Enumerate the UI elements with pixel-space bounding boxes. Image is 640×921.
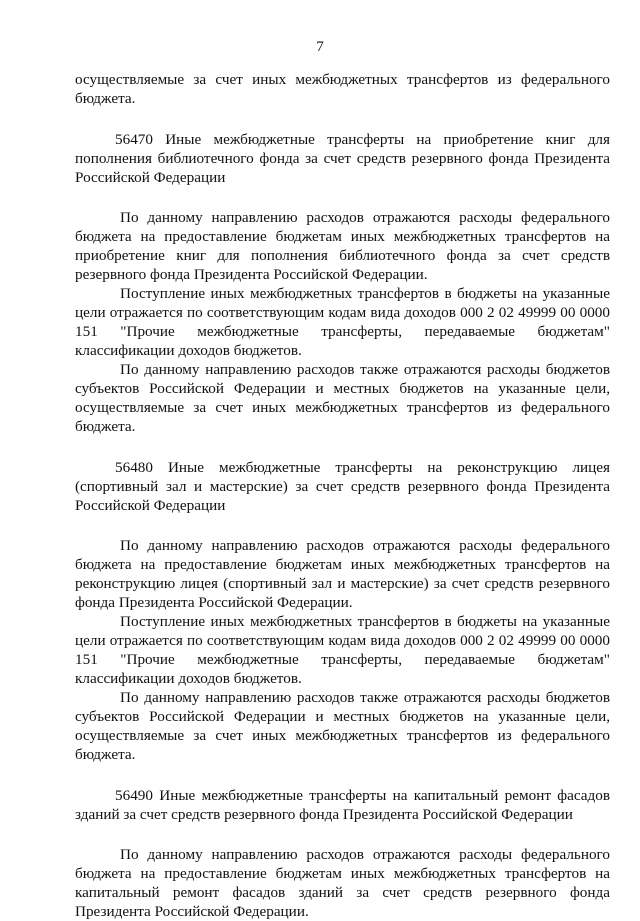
paragraph: Поступление иных межбюджетных трансфертов в бюджеты на указанные цели отражается по соответствующим кодам вида доходов 000 2 02 49999 00 0000 151 "Прочие межбюджетные трансферты, передаваемые бюджетам" классификации доходов бюджетов. xyxy=(75,285,610,359)
continuation-paragraph: осуществляемые за счет иных межбюджетных трансфертов из федерального бюджета. xyxy=(75,71,610,107)
section-heading-56470: 56470 Иные межбюджетные трансферты на приобретение книг для пополнения библиотечного фонда за счет средств резервного фонда Президента Российской Федерации xyxy=(75,131,610,186)
page-number: 7 xyxy=(316,39,324,55)
section-heading-56490: 56490 Иные межбюджетные трансферты на капитальный ремонт фасадов зданий за счет средств резервного фонда Президента Российской Федерации xyxy=(75,787,610,823)
paragraph: По данному направлению расходов также отражаются расходы бюджетов субъектов Российской Федерации и местных бюджетов на указанные цели, осуществляемые за счет иных межбюджетных трансфертов из федерального бюджета. xyxy=(75,361,610,435)
paragraph: По данному направлению расходов отражаются расходы федерального бюджета на предоставление бюджетам иных межбюджетных трансфертов на реконструкцию лицея (спортивный зал и мастерские) за счет средств резервного фонда Президента Российской Федерации. xyxy=(75,537,610,611)
paragraph: Поступление иных межбюджетных трансфертов в бюджеты на указанные цели отражается по соответствующим кодам вида доходов 000 2 02 49999 00 0000 151 "Прочие межбюджетные трансферты, передаваемые бюджетам" классификации доходов бюджетов. xyxy=(75,613,610,687)
paragraph: По данному направлению расходов также отражаются расходы бюджетов субъектов Российской Федерации и местных бюджетов на указанные цели, осуществляемые за счет иных межбюджетных трансфертов из федерального бюджета. xyxy=(75,689,610,763)
paragraph: По данному направлению расходов отражаются расходы федерального бюджета на предоставление бюджетам иных межбюджетных трансфертов на капитальный ремонт фасадов зданий за счет средств резервного фонда Президента Российской Федерации. xyxy=(75,846,610,920)
paragraph: По данному направлению расходов отражаются расходы федерального бюджета на предоставление бюджетам иных межбюджетных трансфертов на приобретение книг для пополнения библиотечного фонда за счет средств резервного фонда Президента Российской Федерации. xyxy=(75,209,610,283)
document-body xyxy=(75,70,610,921)
section-heading-56480: 56480 Иные межбюджетные трансферты на реконструкцию лицея (спортивный зал и мастерские) за счет средств резервного фонда Президента Российской Федерации xyxy=(75,459,610,514)
